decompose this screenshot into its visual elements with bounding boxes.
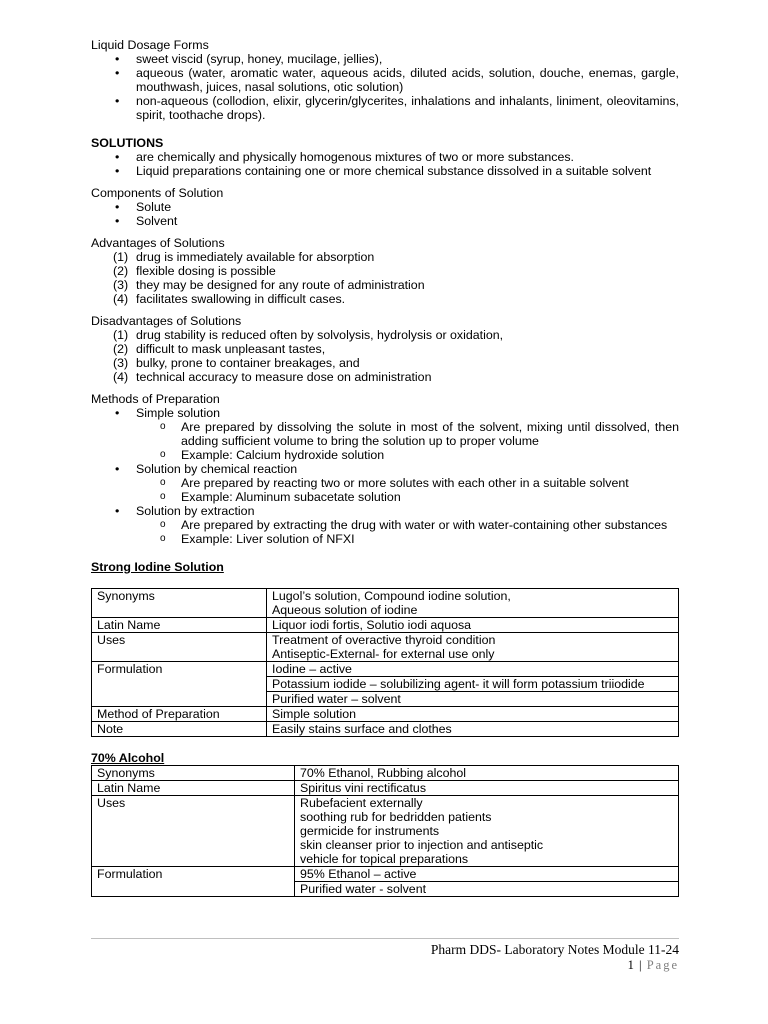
list-item: • aqueous (water, aromatic water, aqueous acids, diluted acids, solution, douche, enemas, gargle, mouthwash, juices, nasal solutions, otic solution) [91, 66, 679, 94]
item-text: difficult to mask unpleasant tastes, [136, 342, 326, 356]
method-label: Solution by chemical reaction [136, 462, 298, 476]
cell-text: Purified water - solvent [295, 881, 678, 896]
list-item: • Liquid preparations containing one or more chemical substance dissolved in a suitable solvent [91, 164, 679, 178]
method-label: Solution by extraction [136, 504, 255, 518]
list-item [91, 250, 679, 264]
row-value [295, 781, 679, 796]
table-row [92, 796, 679, 867]
row-label: Formulation [92, 662, 267, 707]
list-item [91, 370, 679, 384]
row-value [295, 867, 679, 897]
list-item [91, 292, 679, 306]
item-number: (3) [113, 278, 129, 292]
list-item: • non-aqueous (collodion, elixir, glycerin/glycerites, inhalations and inhalants, liniment, oleovitamins, spirit, toothache drops). [91, 94, 679, 122]
cell-text: Simple solution [272, 707, 357, 721]
table-row [92, 707, 679, 722]
list-item [91, 406, 679, 462]
sub-list-item: o Example: Aluminum subacetate solution [136, 490, 679, 504]
row-label: Synonyms [92, 589, 267, 618]
cell-text: 70% Ethanol, Rubbing alcohol [300, 766, 467, 780]
item-number: (1) [113, 328, 129, 342]
cell-text: Liquor iodi fortis, Solutio iodi aquosa [272, 618, 472, 632]
table-row [92, 633, 679, 662]
solutions-list [91, 150, 679, 178]
cell-text: Purified water – solvent [267, 691, 678, 706]
table-row [92, 722, 679, 737]
item-text: drug is immediately available for absorption [136, 250, 375, 264]
cell-text: 95% Ethanol – active [300, 867, 417, 881]
list-item [91, 342, 679, 356]
page-label: Page [646, 958, 679, 972]
advantages-heading: Advantages of Solutions [91, 236, 225, 250]
row-value [267, 722, 679, 737]
alcohol-table [91, 765, 679, 897]
components-list [91, 200, 679, 228]
row-label: Synonyms [92, 766, 295, 781]
table-row [92, 781, 679, 796]
list-item: • Solute [91, 200, 679, 214]
row-label: Uses [92, 633, 267, 662]
iodine-heading: Strong Iodine Solution [91, 560, 224, 574]
iodine-table [91, 588, 679, 737]
sub-list-item: o Example: Liver solution of NFXI [136, 532, 679, 546]
row-label: Note [92, 722, 267, 737]
cell-text: Iodine – active [272, 662, 352, 676]
page-number: 1 [627, 958, 634, 972]
row-label: Latin Name [92, 781, 295, 796]
item-number: (4) [113, 292, 129, 306]
item-text: flexible dosing is possible [136, 264, 276, 278]
intro-list [91, 52, 679, 122]
item-text: technical accuracy to measure dose on administration [136, 370, 432, 384]
row-label: Method of Preparation [92, 707, 267, 722]
list-item [91, 504, 679, 546]
list-item [91, 328, 679, 342]
list-item: • Solvent [91, 214, 679, 228]
row-label: Uses [92, 796, 295, 867]
row-value [267, 662, 679, 707]
row-value [267, 589, 679, 618]
sub-list [136, 420, 679, 462]
footer-title: Pharm DDS- Laboratory Notes Module 11-24 [430, 942, 679, 957]
list-item: • sweet viscid (syrup, honey, mucilage, jellies), [91, 52, 679, 66]
cell-text: Lugol’s solution, Compound iodine solution, Aqueous solution of iodine [272, 589, 511, 617]
disadvantages-list [91, 328, 679, 384]
cell-text: Rubefacient externally soothing rub for bedridden patients germicide for instruments skin cleanser prior to injection and antiseptic vehicle for topical preparations [300, 796, 544, 866]
item-text: drug stability is reduced often by solvolysis, hydrolysis or oxidation, [136, 328, 504, 342]
list-item [91, 264, 679, 278]
row-value [295, 796, 679, 867]
item-number: (3) [113, 356, 129, 370]
item-number: (2) [113, 264, 129, 278]
table-row [92, 867, 679, 897]
table-row [92, 618, 679, 633]
sub-list [136, 518, 679, 546]
sub-list [136, 476, 679, 504]
cell-text: Treatment of overactive thyroid condition Antiseptic-External- for external use only [272, 633, 496, 661]
row-label: Latin Name [92, 618, 267, 633]
item-text: bulky, prone to container breakages, and [136, 356, 360, 370]
sub-list-item: o Are prepared by reacting two or more solutes with each other in a suitable solvent [136, 476, 679, 490]
list-item [91, 356, 679, 370]
row-value [267, 618, 679, 633]
intro-heading: Liquid Dosage Forms [91, 38, 209, 52]
row-value [267, 633, 679, 662]
cell-text: Easily stains surface and clothes [272, 722, 452, 736]
item-text: they may be designed for any route of administration [136, 278, 425, 292]
row-label: Formulation [92, 867, 295, 897]
list-item [91, 278, 679, 292]
item-text: facilitates swallowing in difficult cases. [136, 292, 346, 306]
table-row [92, 766, 679, 781]
list-item: • are chemically and physically homogenous mixtures of two or more substances. [91, 150, 679, 164]
item-number: (1) [113, 250, 129, 264]
row-value [295, 766, 679, 781]
solutions-heading: SOLUTIONS [91, 136, 164, 150]
advantages-list [91, 250, 679, 306]
document-page [91, 38, 679, 897]
row-value [267, 707, 679, 722]
alcohol-heading: 70% Alcohol [91, 751, 165, 765]
footer-page [91, 958, 679, 973]
page-separator: | [639, 958, 642, 972]
page-footer [91, 938, 679, 973]
methods-heading: Methods of Preparation [91, 392, 220, 406]
method-label: Simple solution [136, 406, 221, 420]
sub-list-item: o Are prepared by dissolving the solute in most of the solvent, mixing until dissolved, then adding sufficient volume to bring the solution up to proper volume [136, 420, 679, 448]
disadvantages-heading: Disadvantages of Solutions [91, 314, 242, 328]
table-row [92, 589, 679, 618]
cell-text: Spiritus vini rectificatus [300, 781, 427, 795]
sub-list-item: o Are prepared by extracting the drug with water or with water-containing other substances [136, 518, 679, 532]
sub-list-item: o Example: Calcium hydroxide solution [136, 448, 679, 462]
cell-text: Potassium iodide – solubilizing agent- it will form potassium triiodide [267, 676, 678, 691]
table-row [92, 662, 679, 707]
item-number: (4) [113, 370, 129, 384]
list-item [91, 462, 679, 504]
item-number: (2) [113, 342, 129, 356]
methods-list [91, 406, 679, 546]
components-heading: Components of Solution [91, 186, 224, 200]
